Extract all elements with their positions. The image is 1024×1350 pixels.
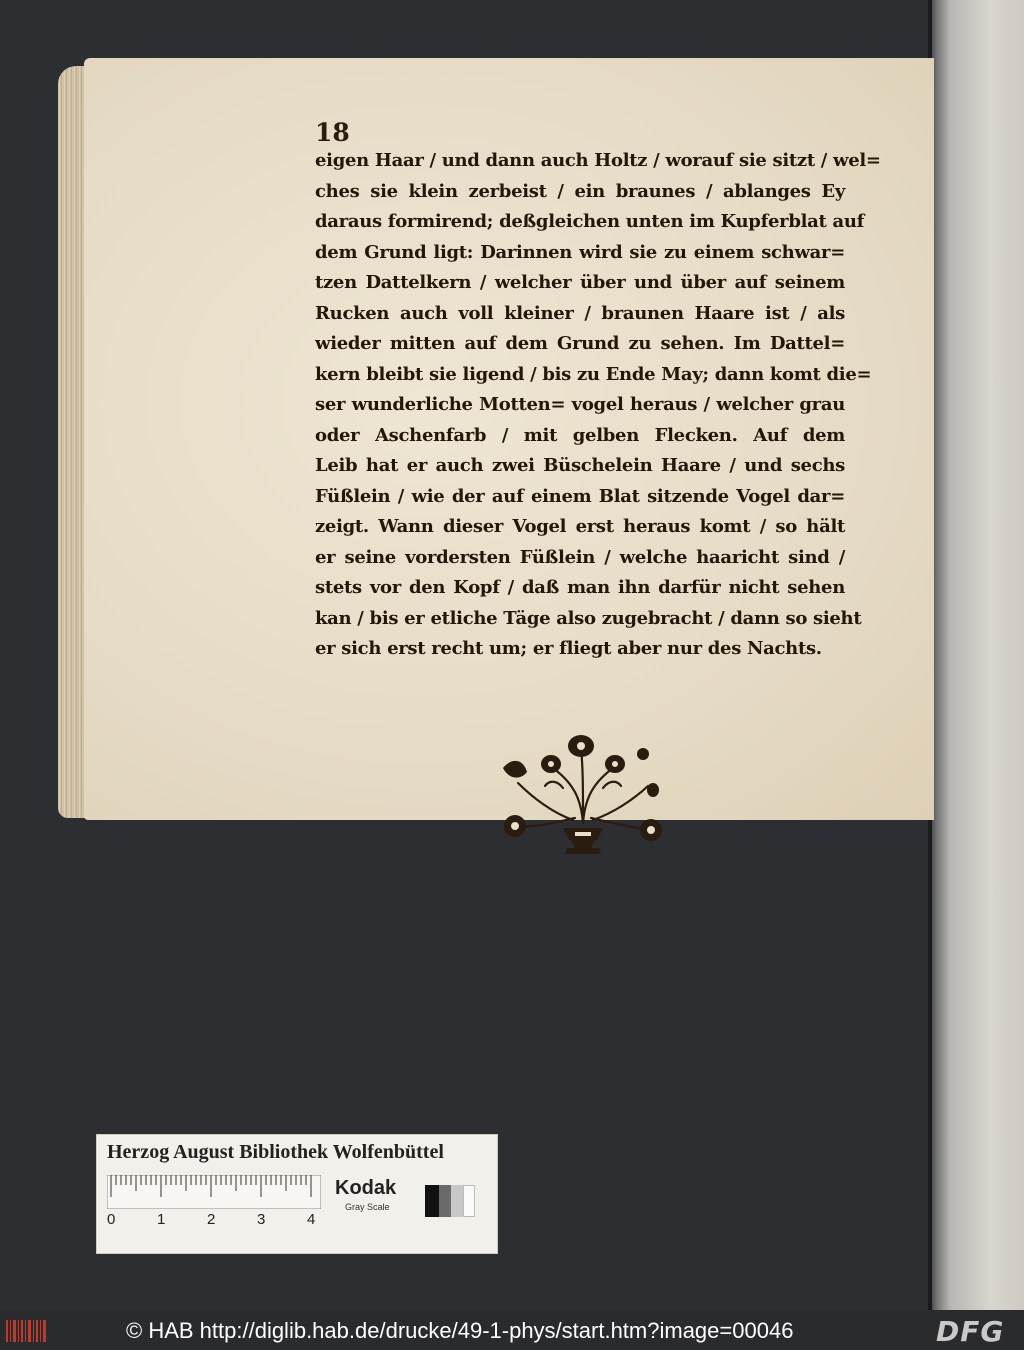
text-line: tzen Dattelkern / welcher über und über auf seinem xyxy=(315,272,845,293)
barcode-icon xyxy=(6,1318,48,1344)
text-line: dem Grund ligt: Darinnen wird sie zu einem schwar= xyxy=(315,241,845,263)
flower-vase-ornament xyxy=(493,728,673,858)
text-line: kern bleibt sie ligend / bis zu Ende May; dann komt die= xyxy=(315,363,872,385)
text-line: eigen Haar / und dann auch Holtz / worauf sie sitzt / wel= xyxy=(315,150,881,171)
text-line: ches sie klein zerbeist / ein braunes / ablanges Ey xyxy=(315,180,845,202)
library-name: Herzog August Bibliothek Wolfenbüttel xyxy=(107,1141,444,1163)
text-line: Leib hat er auch zwei Büschelein Haare / und sechs xyxy=(315,455,845,476)
dfg-logo: DFG xyxy=(936,1315,1005,1348)
text-line: er sich erst recht um; er fliegt aber nur des Nachts. xyxy=(315,638,822,659)
scale-number: 2 xyxy=(207,1211,216,1228)
scale-number: 3 xyxy=(257,1211,266,1228)
scale-number: 4 xyxy=(307,1211,316,1228)
next-page-edge xyxy=(930,0,1024,1310)
text-line: kan / bis er etliche Täge also zugebracht / dann so sieht xyxy=(315,607,862,629)
text-line: Füßlein / wie der auf einem Blat sitzende Vogel dar= xyxy=(315,485,845,507)
scale-number: 1 xyxy=(157,1211,166,1228)
page-text-block xyxy=(315,146,881,665)
gray-scale-swatches xyxy=(425,1185,475,1217)
footer-bar xyxy=(0,1310,1024,1350)
text-line: stets vor den Kopf / daß man ihn darfür nicht sehen xyxy=(315,577,845,598)
kodak-brand: Kodak xyxy=(335,1177,397,1199)
text-line: oder Aschenfarb / mit gelben Flecken. Auf dem xyxy=(315,424,845,446)
text-line: wieder mitten auf dem Grund zu sehen. Im Dattel= xyxy=(315,333,845,354)
text-line: daraus formirend; deßgleichen unten im Kupferblat auf xyxy=(315,211,865,232)
kodak-subtitle: Gray Scale xyxy=(345,1202,390,1212)
scale-number: 0 xyxy=(107,1211,116,1228)
text-line: er seine vordersten Füßlein / welche haaricht sind / xyxy=(315,546,845,568)
book-page xyxy=(84,58,934,820)
text-line: Rucken auch voll kleiner / braunen Haare ist / als xyxy=(315,302,845,324)
color-target-card xyxy=(96,1134,498,1254)
page-number: 18 xyxy=(315,118,350,147)
text-line: ser wunderliche Motten= vogel heraus / welcher grau xyxy=(315,394,845,415)
scale-ruler xyxy=(107,1175,321,1209)
copyright-url: © HAB http://diglib.hab.de/drucke/49-1-phys/start.htm?image=00046 xyxy=(126,1318,794,1343)
text-line: zeigt. Wann dieser Vogel erst heraus komt / so hält xyxy=(315,516,845,537)
